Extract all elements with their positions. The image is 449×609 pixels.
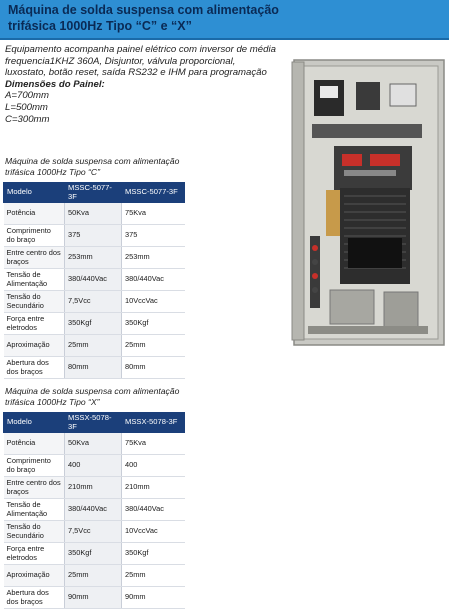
table-header-row (4, 413, 185, 433)
table-row (4, 203, 185, 225)
row-label: Tensão do Secundário (4, 521, 65, 543)
row-value: 380/440Vac (122, 499, 185, 521)
row-label: Comprimento do braço (4, 455, 65, 477)
row-value: 25mm (122, 335, 185, 357)
row-value: 90mm (122, 587, 185, 609)
page-title (8, 2, 388, 34)
row-value: 253mm (65, 247, 122, 269)
row-value: 380/440Vac (122, 269, 185, 291)
table-row (4, 313, 185, 335)
intro-line-3: luxostato, botão reset, saída RS232 e IHM para programação (5, 67, 267, 79)
row-value: 10VccVac (122, 521, 185, 543)
table-row (4, 543, 185, 565)
row-label: Abertura dos dos braços (4, 587, 65, 609)
row-value: 10VccVac (122, 291, 185, 313)
row-value: 350Kgf (122, 313, 185, 335)
header-label: Modelo (4, 413, 65, 433)
table-row (4, 587, 185, 609)
intro-line-2: frequencia1KHZ 360A, Disjuntor, válvula proporcional, (5, 55, 236, 67)
row-label: Tensão do Secundário (4, 291, 65, 313)
table-row (4, 247, 185, 269)
row-value: 50Kva (65, 433, 122, 455)
row-value: 400 (122, 455, 185, 477)
header-model: MSSX-5078-3F (65, 413, 122, 433)
row-value: 80mm (65, 357, 122, 379)
row-label: Aproximação (4, 335, 65, 357)
row-label: Potência (4, 433, 65, 455)
header-model: MSSX-5078-3F (122, 413, 185, 433)
table-c-caption-line-2: trifásica 1000Hz Tipo “C” (5, 166, 100, 177)
table-c-caption (5, 156, 179, 177)
table-x-caption-line-2: trifásica 1000Hz Tipo “X” (5, 396, 100, 407)
row-value: 90mm (65, 587, 122, 609)
table-row (4, 225, 185, 247)
electrical-panel-image (290, 40, 449, 350)
table-row (4, 433, 185, 455)
header-model: MSSC-5077-3F (122, 183, 185, 203)
dimension-c: C=300mm (5, 113, 50, 125)
row-label: Entre centro dos braços (4, 247, 65, 269)
row-label: Potência (4, 203, 65, 225)
row-value: 350Kgf (122, 543, 185, 565)
intro-line-1: Equipamento acompanha painel elétrico com inversor de média (5, 44, 276, 55)
row-value: 210mm (122, 477, 185, 499)
row-value: 400 (65, 455, 122, 477)
row-label: Entre centro dos braços (4, 477, 65, 499)
row-value: 380/440Vac (65, 269, 122, 291)
row-value: 375 (65, 225, 122, 247)
row-label: Força entre eletrodos (4, 313, 65, 335)
header-model: MSSC-5077-3F (65, 183, 122, 203)
table-row (4, 455, 185, 477)
table-row (4, 521, 185, 543)
dimension-a: A=700mm (5, 90, 49, 102)
row-value: 80mm (122, 357, 185, 379)
row-value: 350Kgf (65, 543, 122, 565)
row-label: Tensão de Alimentação (4, 269, 65, 291)
table-x-caption (5, 386, 179, 407)
table-row (4, 335, 185, 357)
panel-illustration (290, 40, 449, 350)
row-value: 25mm (122, 565, 185, 587)
table-row (4, 269, 185, 291)
row-value: 75Kva (122, 433, 185, 455)
row-value: 253mm (122, 247, 185, 269)
table-row (4, 357, 185, 379)
row-label: Força entre eletrodos (4, 543, 65, 565)
table-header-row (4, 183, 185, 203)
row-value: 50Kva (65, 203, 122, 225)
dimension-l: L=500mm (5, 101, 48, 113)
table-row (4, 291, 185, 313)
header-label: Modelo (4, 183, 65, 203)
title-line-2: trifásica 1000Hz Tipo “C” e “X” (8, 19, 192, 33)
table-x-caption-line-1: Máquina de solda suspensa com alimentação (5, 386, 180, 396)
title-bar (0, 0, 449, 40)
row-value: 210mm (65, 477, 122, 499)
row-value: 25mm (65, 335, 122, 357)
row-label: Tensão de Alimentação (4, 499, 65, 521)
table-row (4, 477, 185, 499)
table-c-caption-line-1: Máquina de solda suspensa com alimentação (5, 156, 180, 166)
row-label: Aproximação (4, 565, 65, 587)
table-x (3, 412, 185, 609)
row-value: 7,5Vcc (65, 291, 122, 313)
row-value: 25mm (65, 565, 122, 587)
table-c (3, 182, 185, 379)
table-row (4, 499, 185, 521)
table-row (4, 565, 185, 587)
row-value: 350Kgf (65, 313, 122, 335)
dimensions-heading: Dimensões do Painel: (5, 78, 105, 90)
row-label: Comprimento do braço (4, 225, 65, 247)
row-value: 7,5Vcc (65, 521, 122, 543)
intro-text (5, 44, 290, 125)
row-value: 375 (122, 225, 185, 247)
row-label: Abertura dos dos braços (4, 357, 65, 379)
row-value: 380/440Vac (65, 499, 122, 521)
title-line-1: Máquina de solda suspensa com alimentação (8, 3, 279, 17)
row-value: 75Kva (122, 203, 185, 225)
